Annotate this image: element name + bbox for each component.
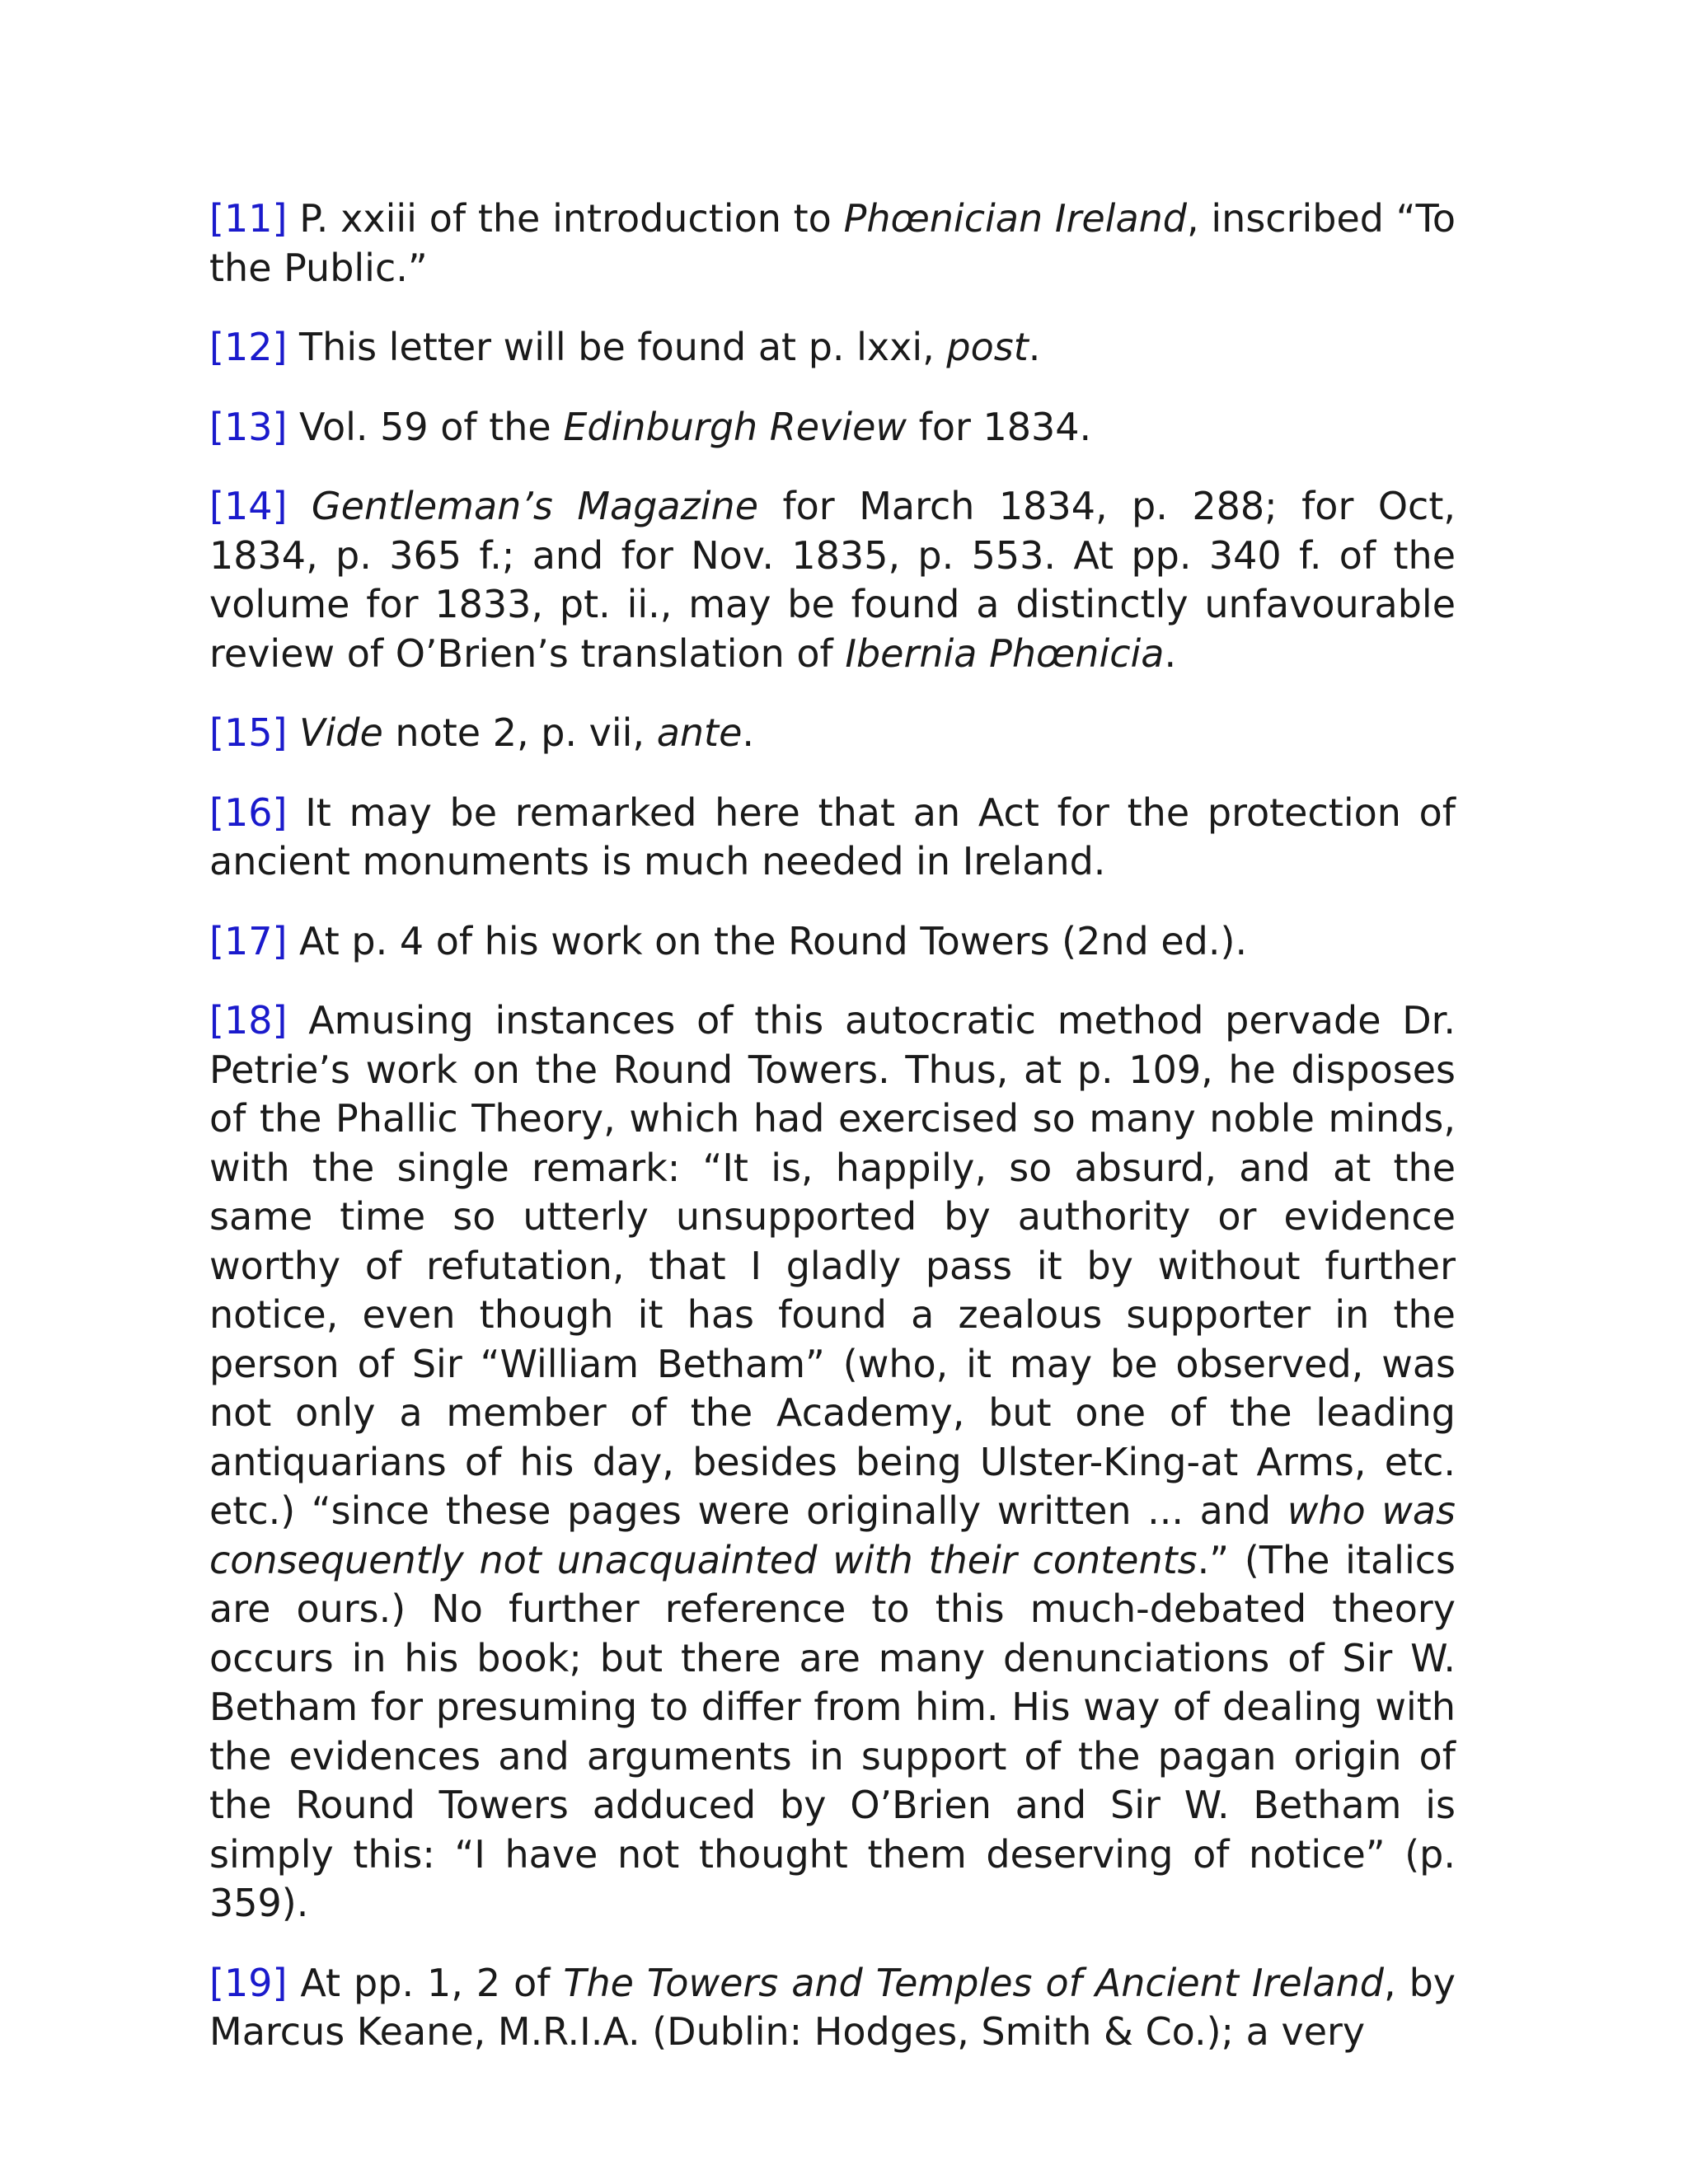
footnotes-page	[209, 194, 1456, 2088]
footnote-text: note 2, p. vii,	[382, 710, 657, 755]
footnote-text: .	[1164, 630, 1177, 676]
footnote-16	[209, 789, 1456, 887]
footnote-text: Amusing instances of this autocratic method pervade Dr. Petrie’s work on the Round Towers. Thus, at p. 109, he disposes of the Phallic Theory, which had exercised so many noble minds, with the single remark: “It is, happily, so absurd, and at the same time so utterly unsupported by authority or evidence worthy of refutation, that I gladly pass it by without further notice, even though it has found a zealous supporter in the person of Sir “William Betham” (who, it may be observed, was not only a member of the Academy, but one of the leading antiquarians of his day, besides being Ulster-King-at Arms, etc. etc.) “since these pages were originally written ... and	[209, 998, 1456, 1533]
footnote-text: .	[1028, 325, 1041, 369]
footnote-text: It may be remarked here that an Act for the protection of ancient monuments is much needed in Ireland.	[209, 790, 1456, 883]
footnote-italic-text: Ibernia Phœnicia	[845, 630, 1165, 676]
footnote-19	[209, 1959, 1456, 2057]
footnote-ref-link[interactable]: [14]	[209, 484, 288, 528]
footnote-italic-text: who was consequently not unacquainted with their contents	[209, 1488, 1456, 1582]
footnote-ref-link[interactable]: [17]	[209, 918, 288, 963]
footnote-17	[209, 917, 1456, 967]
footnote-ref-link[interactable]: [16]	[209, 790, 288, 835]
footnote-italic-text: ante	[656, 710, 743, 755]
footnote-11	[209, 194, 1456, 293]
footnote-text: .” (The italics are ours.) No further reference to this much-debated theory occurs in his book; but there are many denunciations of Sir W. Betham for presuming to differ from him. His way of dealing with the evidences and arguments in support of the pagan origin of the Round Towers adduced by O’Brien and Sir W. Betham is simply this: “I have not thought them deserving of notice” (p. 359).	[209, 1537, 1456, 1925]
footnote-14	[209, 482, 1456, 678]
footnote-13	[209, 403, 1456, 452]
footnote-ref-link[interactable]: [13]	[209, 404, 288, 449]
footnote-italic-text: The Towers and Temples of Ancient Ireland	[563, 1960, 1384, 2005]
footnote-text	[287, 710, 299, 755]
footnote-15	[209, 709, 1456, 758]
footnote-text: This letter will be found at p. lxxi,	[287, 325, 947, 369]
footnote-text: for March 1834, p. 288; for Oct, 1834, p. 365 f.; and for Nov. 1835, p. 553. At pp. 340 f. of the volume for 1833, pt. ii., may be found a distinctly unfavourable review of O’Brien’s translation of	[209, 484, 1456, 676]
footnote-text: Vol. 59 of the	[287, 404, 564, 449]
footnote-12	[209, 323, 1456, 373]
footnote-18	[209, 996, 1456, 1929]
footnote-text: P. xxiii of the introduction to	[287, 196, 844, 241]
footnote-ref-link[interactable]: [15]	[209, 710, 288, 755]
footnote-text: .	[742, 710, 754, 755]
footnote-ref-link[interactable]: [11]	[209, 196, 288, 241]
footnote-italic-text: Edinburgh Review	[563, 404, 907, 449]
footnote-italic-text: Phœnician Ireland	[843, 196, 1187, 241]
footnote-italic-text: Vide	[299, 710, 383, 755]
footnote-text: , inscribed “To the Public.”	[209, 196, 1456, 290]
footnote-text	[287, 484, 311, 528]
footnote-ref-link[interactable]: [12]	[209, 325, 288, 369]
footnote-ref-link[interactable]: [18]	[209, 998, 288, 1043]
footnote-text: for 1834.	[907, 404, 1092, 449]
footnote-italic-text: Gentleman’s Magazine	[311, 484, 758, 528]
footnote-text: At p. 4 of his work on the Round Towers (2nd ed.).	[287, 918, 1248, 963]
footnote-text: At pp. 1, 2 of	[287, 1960, 564, 2005]
footnote-italic-text: post	[946, 325, 1029, 369]
footnote-ref-link[interactable]: [19]	[209, 1960, 288, 2005]
footnote-text: , by Marcus Keane, M.R.I.A. (Dublin: Hodges, Smith & Co.); a very	[209, 1960, 1456, 2054]
